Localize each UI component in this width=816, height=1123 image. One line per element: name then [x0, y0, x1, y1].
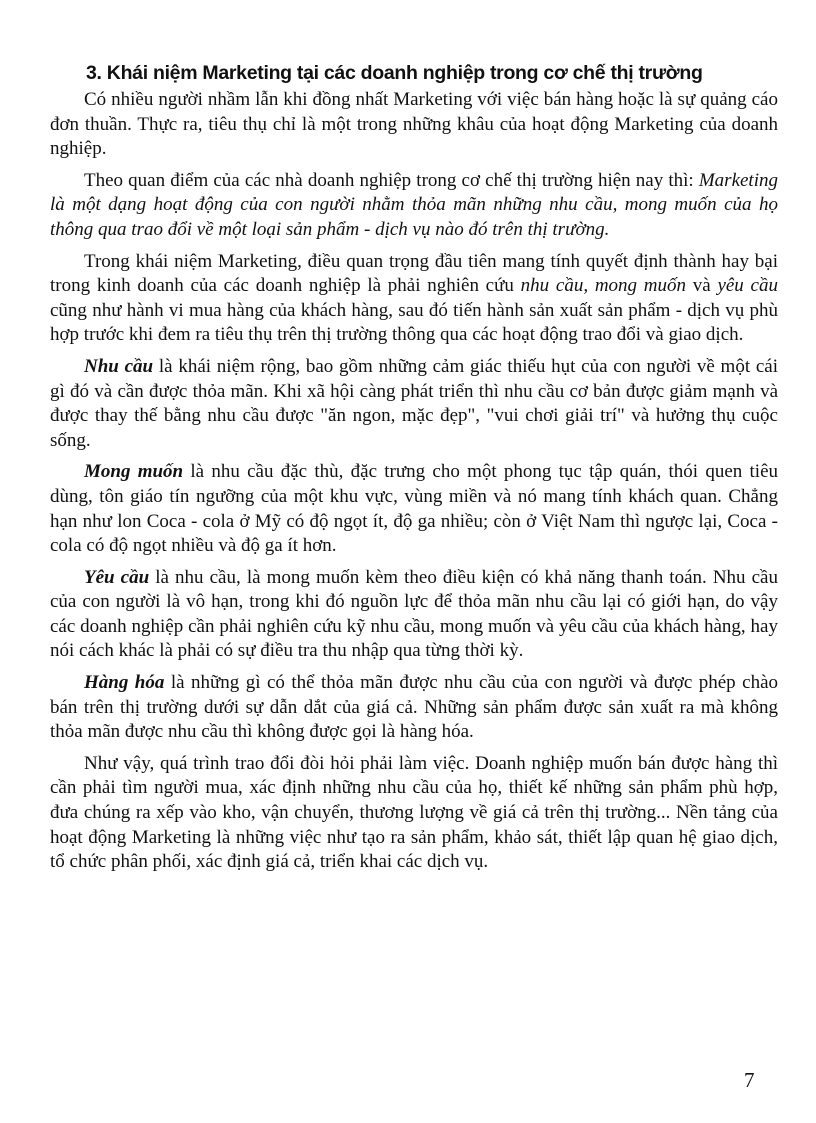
term-hang-hoa: Hàng hóa — [84, 672, 165, 694]
paragraph-nhu-cau-text: là khái niệm rộng, bao gồm những cảm giác thiếu hụt của con người về một cái gì đó và cần được thỏa mãn. Khi xã hội càng phát triển thì nhu cầu cơ bản được giảm mạnh và được thay thế bằng nhu cầu được "ăn ngon, mặc đẹp", "vui chơi giải trí" và hưởng thụ cuộc sống. — [50, 355, 778, 451]
paragraph-nhu-cau — [50, 355, 778, 453]
paragraph-hang-hoa — [50, 671, 778, 745]
page-number: 7 — [744, 1068, 755, 1092]
paragraph-mong-muon-text: là nhu cầu đặc thù, đặc trưng cho một phong tục tập quán, thói quen tiêu dùng, tôn giáo tín ngưỡng của một khu vực, vùng miền và nó mang tính khách quan. Chẳng hạn như lon Coca - cola ở Mỹ có độ ngọt ít, độ ga nhiều; còn ở Việt Nam thì ngược lại, Coca - cola có độ ngọt nhiều và độ ga ít hơn. — [50, 461, 779, 557]
section-heading: 3. Khái niệm Marketing tại các doanh nghiệp trong cơ chế thị trường — [86, 62, 703, 84]
paragraph-3-emphasis-2: yêu cầu — [717, 275, 778, 297]
paragraph-3 — [50, 250, 778, 348]
paragraph-mong-muon — [50, 460, 778, 558]
paragraph-2-lead: Theo quan điểm của các nhà doanh nghiệp trong cơ chế thị trường hiện nay thì: — [84, 169, 699, 191]
paragraph-2 — [50, 169, 778, 243]
paragraph-hang-hoa-text: là những gì có thể thỏa mãn được nhu cầu của con người và được phép chào bán trên thị trường dưới sự dẫn dắt của giá cả. Những sản phẩm được sản xuất ra mà không thỏa mãn được nhu cầu thì không được gọi là hàng hóa. — [50, 672, 778, 743]
marketing-definition: Marketing là một dạng hoạt động của con người nhằm thỏa mãn những nhu cầu, mong muốn của họ thông qua trao đổi về một loại sản phẩm - dịch vụ nào đó trên thị trường. — [50, 169, 778, 240]
term-yeu-cau: Yêu cầu — [84, 566, 150, 588]
term-nhu-cau: Nhu cầu — [84, 355, 154, 377]
page-content — [50, 58, 778, 882]
paragraph-yeu-cau-text: là nhu cầu, là mong muốn kèm theo điều kiện có khả năng thanh toán. Nhu cầu của con người là vô hạn, trong khi đó nguồn lực để thỏa mãn nhu cầu lại có giới hạn, do vậy các doanh nghiệp cần phải nghiên cứu kỹ nhu cầu, mong muốn và yêu cầu của khách hàng, hay nói cách khác là phải có sự điều tra thu nhập qua từng thời kỳ. — [50, 566, 778, 662]
paragraph-3-part-2: và — [686, 275, 718, 297]
term-mong-muon: Mong muốn — [84, 461, 184, 483]
paragraph-yeu-cau — [50, 566, 778, 664]
paragraph-8: Như vậy, quá trình trao đổi đòi hỏi phải làm việc. Doanh nghiệp muốn bán được hàng thì cần phải tìm người mua, xác định những nhu cầu của họ, thiết kế những sản phẩm phù hợp, đưa chúng ra xếp vào kho, vận chuyển, thương lượng về giá cả trên thị trường... Nền tảng của hoạt động Marketing là những việc như tạo ra sản phẩm, khảo sát, thiết lập quan hệ giao dịch, tổ chức phân phối, xác định giá cả, triển khai các dịch vụ. — [50, 752, 778, 873]
paragraph-1: Có nhiều người nhầm lẫn khi đồng nhất Marketing với việc bán hàng hoặc là sự quảng cáo đơn thuần. Thực ra, tiêu thụ chỉ là một trong những khâu của hoạt động Marketing của doanh nghiệp. — [50, 89, 778, 160]
paragraph-3-part-1: Trong khái niệm Marketing, điều quan trọng đầu tiên mang tính quyết định thành hay bại trong kinh doanh của các doanh nghiệp là phải nghiên cứu — [50, 250, 778, 297]
paragraph-3-emphasis-1: nhu cầu, mong muốn — [520, 275, 687, 297]
paragraph-3-part-3: cũng như hành vi mua hàng của khách hàng, sau đó tiến hành sản xuất sản phẩm - dịch vụ phù hợp trước khi đem ra tiêu thụ trên thị trường thông qua các hoạt động trao đổi và giao dịch. — [50, 299, 778, 346]
